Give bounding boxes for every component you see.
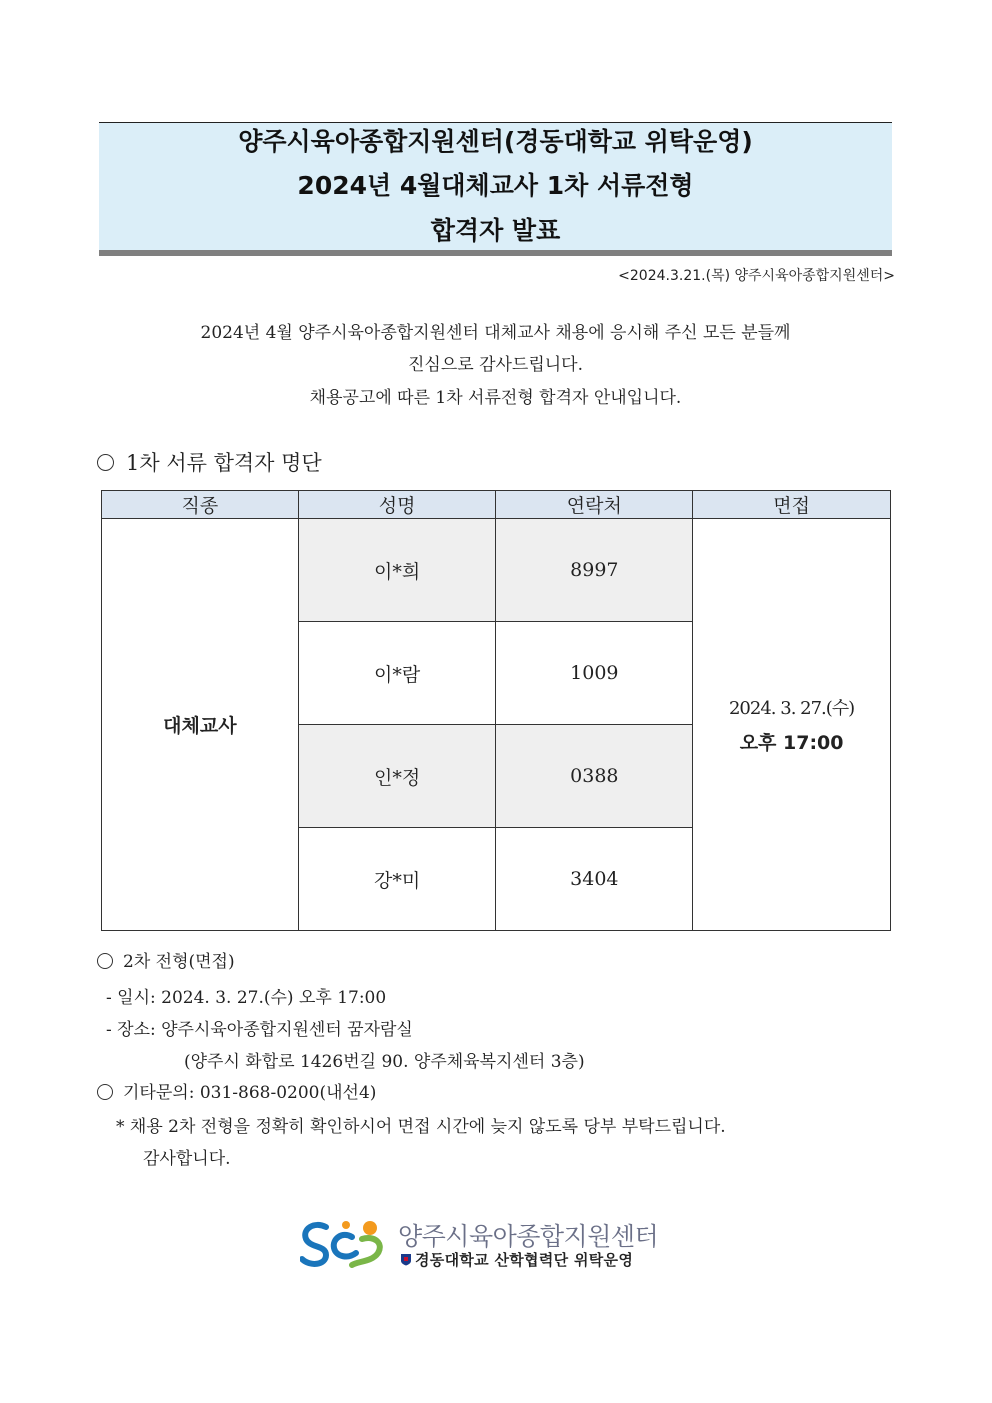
contact-cell: 0388 [496,725,693,828]
contact-cell: 3404 [496,828,693,931]
title-line-2: 2024년 4월대체교사 1차 서류전형 [297,171,694,200]
intro-line-1: 2024년 4월 양주시육아종합지원센터 대체교사 채용에 응시해 주신 모든 분들께 [200,323,791,343]
table-header-row [102,491,891,519]
contact-cell: 8997 [496,519,693,622]
section-interview-heading [97,947,235,972]
university-emblem-icon [400,1253,412,1266]
name-cell: 강*미 [298,828,496,931]
circle-bullet-icon [97,1084,113,1100]
announcement-date: <2024.3.21.(목) 양주시육아종합지원센터> [618,268,895,284]
section-passers-heading [97,447,322,477]
title-box [99,122,892,256]
name-cell: 이*희 [298,519,496,622]
center-logo-sub [400,1249,633,1270]
table-row [102,519,891,622]
job-cell: 대체교사 [102,519,299,931]
center-logo-name: 양주시육아종합지원센터 [398,1222,659,1251]
center-logo-icon [300,1215,392,1273]
center-logo-sub-text: 경동대학교 산학협력단 위탁운영 [415,1251,634,1269]
contact-line [97,1078,376,1103]
name-cell: 인*정 [298,725,496,828]
title-line-1: 양주시육아종합지원센터(경동대학교 위탁운영) [238,127,753,156]
circle-bullet-icon [97,953,113,969]
contact-cell: 1009 [496,622,693,725]
interview-date-line: - 일시: 2024. 3. 27.(수) 오후 17:00 [106,988,387,1008]
section-passers-title: 1차 서류 합격자 명단 [126,451,322,475]
center-logo [300,1215,700,1275]
notice-line-2: 감사합니다. [143,1149,231,1169]
header-name: 성명 [298,491,496,519]
contact-text: 기타문의: 031-868-0200(내선4) [123,1083,377,1103]
passers-table [101,490,891,931]
section-interview-title: 2차 전형(면접) [123,952,235,972]
interview-address-line: (양주시 화합로 1426번길 90. 양주체육복지센터 3층) [184,1052,585,1072]
header-job: 직종 [102,491,299,519]
notice-line-1: * 채용 2차 전형을 정확히 확인하시어 면접 시간에 늦지 않도록 당부 부탁드립니다. [116,1117,726,1137]
interview-date: 2024. 3. 27.(수) [728,698,855,719]
interview-cell [693,519,891,931]
interview-place-line: - 장소: 양주시육아종합지원센터 꿈자람실 [106,1020,413,1040]
circle-bullet-icon [97,454,114,471]
intro-line-2: 진심으로 감사드립니다. [407,355,584,375]
intro-line-3: 채용공고에 따른 1차 서류전형 합격자 안내입니다. [309,388,682,408]
header-interview: 면접 [693,491,891,519]
title-line-3: 합격자 발표 [430,216,561,245]
interview-time: 오후 17:00 [739,732,844,754]
name-cell: 이*람 [298,622,496,725]
header-contact: 연락처 [496,491,693,519]
